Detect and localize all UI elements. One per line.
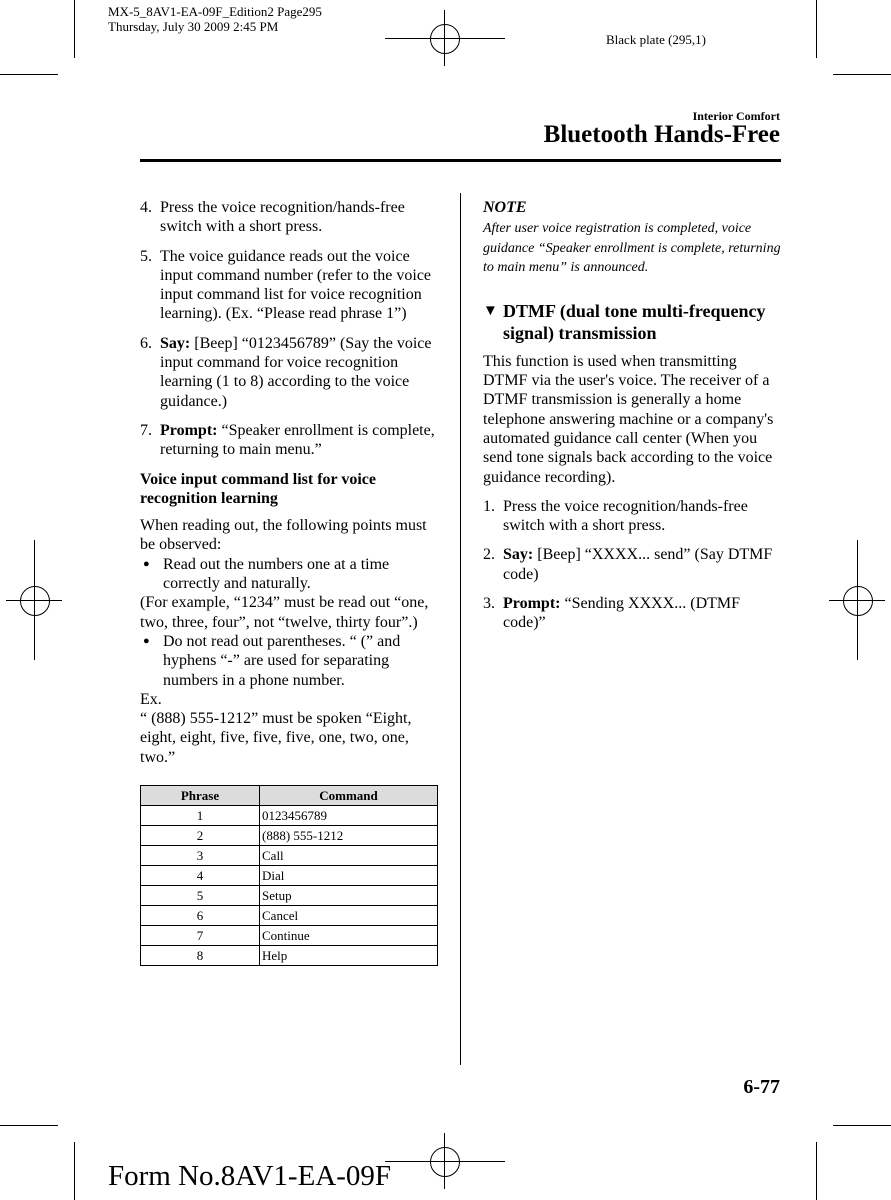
crop-mark: [833, 74, 891, 75]
bullet-icon: ●: [143, 634, 150, 647]
step-item: [483, 594, 783, 633]
print-job-info: [108, 4, 322, 34]
plate-label: Black plate (295,1): [606, 32, 706, 47]
column-header: Phrase: [141, 786, 260, 806]
phrase-cell: 3: [141, 846, 260, 866]
command-cell: (888) 555-1212: [260, 826, 438, 846]
step-prefix: Say:: [503, 546, 534, 564]
step-text: The voice guidance reads out the voice input command number (refer to the voice input command list for voice recognition learning). (Ex. “Please read phrase 1”): [160, 247, 432, 323]
dtmf-heading-text: DTMF (dual tone multi-frequency signal) transmission: [503, 300, 766, 343]
phrase-cell: 4: [141, 866, 260, 886]
table-header-row: [141, 786, 438, 806]
phrase-cell: 7: [141, 926, 260, 946]
bullet-item: [140, 632, 440, 690]
bullet-item: [140, 555, 440, 594]
bullet-icon: ●: [143, 557, 150, 570]
command-cell: Continue: [260, 926, 438, 946]
step-number: 2.: [483, 546, 495, 564]
registration-circle: [843, 586, 873, 616]
triangle-down-icon: ▼: [483, 302, 498, 319]
command-cell: Dial: [260, 866, 438, 886]
phrase-cell: 8: [141, 946, 260, 966]
step-text: Press the voice recognition/hands-free switch with a short press.: [503, 497, 748, 535]
step-text: “Sending XXXX... (DTMF code)”: [503, 595, 741, 632]
title-rule: [140, 159, 781, 162]
column-divider: [460, 193, 461, 1065]
step-item: [140, 334, 440, 411]
command-cell: Cancel: [260, 906, 438, 926]
registration-circle: [430, 1147, 460, 1177]
phrase-cell: 1: [141, 806, 260, 826]
table-row: [141, 946, 438, 966]
step-item: [483, 545, 783, 584]
step-number: 1.: [483, 497, 495, 515]
crop-mark: [0, 1125, 58, 1126]
table-row: [141, 866, 438, 886]
step-item: [140, 198, 440, 237]
command-cell: 0123456789: [260, 806, 438, 826]
step-item: [483, 497, 783, 536]
example-label: Ex.: [140, 690, 162, 708]
intro-text: When reading out, the following points must be observed:: [140, 517, 427, 554]
crop-mark: [816, 0, 817, 58]
command-cell: Setup: [260, 886, 438, 906]
command-cell: Call: [260, 846, 438, 866]
crop-mark: [74, 1142, 75, 1200]
section-label: Interior Comfort: [692, 109, 780, 123]
step-text: [Beep] “0123456789” (Say the voice input command for voice recognition learning (1 to 8) according to the voice guidance.): [160, 334, 432, 410]
step-number: 6.: [140, 334, 152, 352]
step-number: 7.: [140, 421, 152, 439]
command-cell: Help: [260, 946, 438, 966]
table-row: [141, 886, 438, 906]
crop-mark: [74, 0, 75, 58]
dtmf-heading: [483, 300, 783, 344]
bullet-text: Do not read out parentheses. “ (” and hyphens “-” are used for separating numbers in a phone number.: [163, 632, 401, 689]
form-number: Form No.8AV1-EA-09F: [108, 1160, 392, 1192]
step-item: [140, 421, 440, 460]
column-header: Command: [260, 786, 438, 806]
step-number: 4.: [140, 199, 152, 216]
right-column: [483, 198, 783, 643]
table-row: [141, 806, 438, 826]
crop-mark: [0, 74, 58, 75]
step-text: Press the voice recognition/hands-free switch with a short press.: [160, 199, 405, 236]
print-datetime: Thursday, July 30 2009 2:45 PM: [108, 19, 279, 34]
phrase-cell: 5: [141, 886, 260, 906]
registration-circle: [430, 24, 460, 54]
step-item: [140, 247, 440, 324]
step-prefix: Prompt:: [503, 595, 561, 613]
dtmf-intro: This function is used when transmitting DTMF via the user's voice. The receiver of a DTMF transmission is generally a home telephone answering machine or a company's automated guidance call center (When you send tone signals back according to the voice guidance recording).: [483, 352, 774, 486]
registration-circle: [20, 586, 50, 616]
phrase-cell: 2: [141, 826, 260, 846]
step-text: [Beep] “XXXX... send” (Say DTMF code): [503, 546, 773, 583]
page-title: Bluetooth Hands-Free: [543, 121, 780, 148]
step-number: 5.: [140, 247, 152, 265]
crop-mark: [816, 1142, 817, 1200]
note-heading: NOTE: [483, 199, 527, 216]
table-row: [141, 846, 438, 866]
example-text: (For example, “1234” must be read out “one, two, three, four”, not “twelve, thirty four”.): [140, 594, 429, 631]
step-prefix: Say:: [160, 334, 191, 352]
command-table: [140, 785, 438, 966]
table-row: [141, 906, 438, 926]
phrase-cell: 6: [141, 906, 260, 926]
table-row: [141, 926, 438, 946]
crop-mark: [833, 1125, 891, 1126]
table-row: [141, 826, 438, 846]
page-number: 6-77: [743, 1076, 780, 1098]
note-text: After user voice registration is completed, voice guidance “Speaker enrollment is complete, returning to main menu” is announced.: [483, 221, 781, 276]
bullet-text: Read out the numbers one at a time correctly and naturally.: [163, 555, 390, 593]
print-job-name: MX-5_8AV1-EA-09F_Edition2 Page295: [108, 4, 322, 19]
step-number: 3.: [483, 595, 495, 613]
example-text: “ (888) 555-1212” must be spoken “Eight, eight, eight, five, five, five, one, two, one, two.”: [140, 710, 412, 766]
step-text: “Speaker enrollment is complete, returning to main menu.”: [160, 421, 435, 459]
list-heading: Voice input command list for voice recognition learning: [140, 470, 376, 507]
left-column: [140, 198, 440, 966]
step-prefix: Prompt:: [160, 421, 218, 439]
